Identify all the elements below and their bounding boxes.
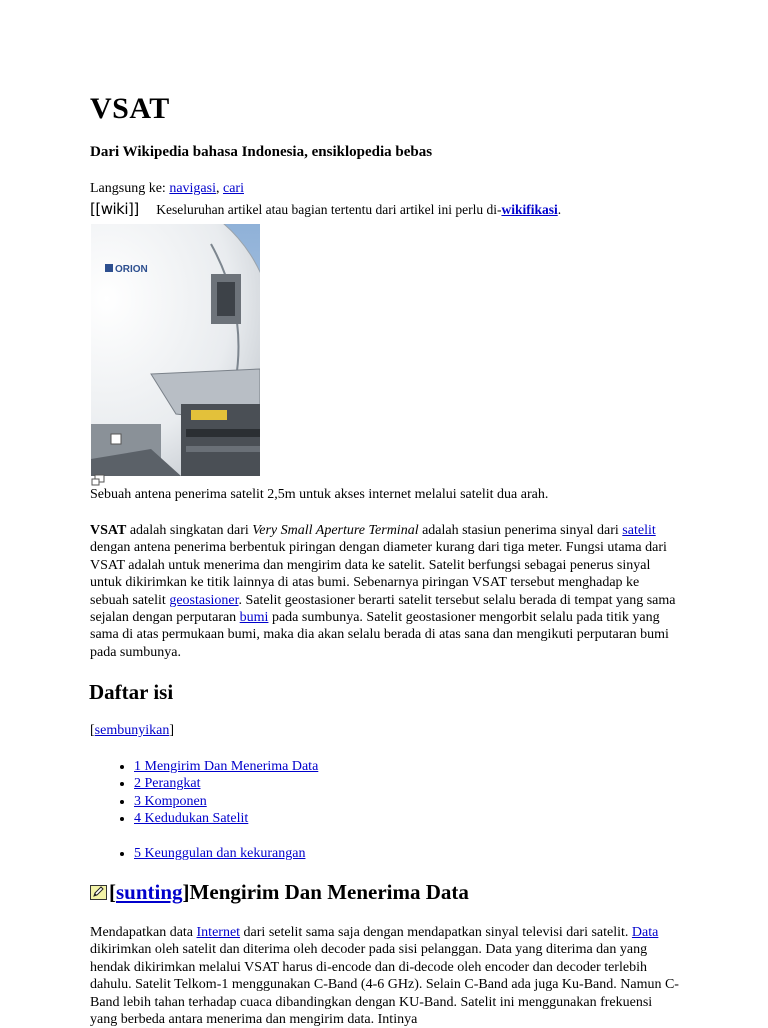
section-edit-link[interactable]: sunting — [116, 880, 183, 904]
toc-link-4[interactable]: 4 Kedudukan Satelit — [134, 811, 249, 827]
intro-text-5: pada sumbunya. Satelit geostasioner mengorbit selalu pada titik yang sama di atas permukaan bumi, maka dia akan selalu berada di atas sana dan mengikuti perputaran bumi pada sumbunya. — [90, 610, 669, 660]
orion-logo-icon — [105, 264, 113, 272]
intro-text-1: adalah singkatan dari — [126, 523, 253, 538]
search-link[interactable]: cari — [222, 181, 244, 196]
satellite-dish-photo[interactable] — [91, 224, 260, 476]
intro-text-3: dengan antena penerima berbentuk piringan dengan diameter kurang dari tiga meter. Fungsi utama dari VSAT adalah untuk menerima dan mengirim data ke satelit. Satelit berfungsi sebagai penerus sinyal untuk dikirimkan ke titik lainnya di atas bumi. Sebenarnya piringan VSAT tersebut menghadap ke sebuah satelit — [90, 540, 667, 608]
navigation-link[interactable]: navigasi — [169, 181, 216, 196]
data-link[interactable]: Data — [631, 925, 659, 940]
toc-title: Daftar isi — [89, 680, 174, 704]
image-caption: Sebuah antena penerima satelit 2,5m untuk akses internet melalui satelit dua arah. — [90, 487, 549, 502]
toc-bracket-close: ] — [169, 723, 174, 738]
toc-item — [134, 845, 305, 862]
section-text-3: dikirimkan oleh satelit dan diterima oleh decoder pada sisi pelanggan. Data yang diterima dan yang hendak dikirimkan melalui VSAT harus di-encode dan di-decode oleh encoder dan decoder terlebih dahulu. Satelit Telkom-1 menggunakan C-Band (4-6 GHz). Selain C-Band ada juga Ku-Band. Namun C-Band lebih tahan terhadap cuaca dibandingkan dengan KU-Band. Satelit ini menggunakan frekuensi yang berbeda antara menerima dan mengirim data. Intinya — [90, 942, 679, 1028]
satellite-dish-image — [91, 224, 260, 476]
toc-item — [134, 758, 318, 775]
wiki-logo: [[wiki]] — [90, 200, 139, 218]
toc-item — [134, 775, 318, 792]
section-bracket-close: ] — [182, 880, 190, 904]
bumi-link[interactable]: bumi — [239, 610, 269, 626]
toc-link-5[interactable]: 5 Keunggulan dan kekurangan — [134, 846, 306, 861]
orion-brand-text: ORION — [115, 264, 148, 275]
section-title: Mengirim Dan Menerima Data — [189, 880, 469, 904]
section-text-1: Mendapatkan data — [90, 925, 197, 940]
toc-bracket-open: [ — [90, 723, 95, 738]
enlarge-icon[interactable] — [91, 474, 105, 486]
page-title: VSAT — [90, 92, 170, 125]
toc-link-2[interactable]: 2 Perangkat — [134, 776, 201, 792]
wikify-notice-text: Keseluruhan artikel atau bagian tertentu dari artikel ini perlu di- — [156, 202, 502, 217]
intro-term: VSAT — [90, 523, 127, 538]
geostasioner-link[interactable]: geostasioner — [169, 592, 239, 608]
page-subtitle: Dari Wikipedia bahasa Indonesia, ensiklopedia bebas — [90, 144, 433, 160]
toc-link-1[interactable]: 1 Mengirim Dan Menerima Data — [134, 759, 319, 774]
intro-text-4: . Satelit geostasioner berarti satelit tersebut selalu berada di tempat yang sama sejalan dengan perputaran — [90, 592, 676, 626]
section-text-2: dari setelit sama saja dengan mendapatkan sinyal televisi dari satelit. — [240, 925, 632, 940]
toc-list — [90, 758, 318, 828]
jump-links — [90, 181, 244, 197]
intro-text-2: adalah stasiun penerima sinyal dari — [418, 523, 623, 538]
intro-paragraph — [90, 522, 680, 661]
wikify-link[interactable]: wikifikasi — [501, 202, 558, 217]
toc-link-3[interactable]: 3 Komponen — [134, 793, 207, 809]
toc-list-continued — [90, 845, 305, 862]
toc-item — [134, 810, 318, 827]
toc-hide-link[interactable]: sembunyikan — [94, 723, 170, 738]
internet-link[interactable]: Internet — [196, 925, 241, 940]
toc-item — [134, 793, 318, 810]
wikify-notice-end: . — [557, 202, 562, 217]
section-paragraph — [90, 924, 680, 1028]
section-bracket-open: [ — [109, 880, 116, 904]
edit-pencil-icon[interactable] — [90, 885, 107, 900]
satelit-link[interactable]: satelit — [622, 523, 656, 538]
section-heading — [90, 880, 469, 905]
intro-expansion: Very Small Aperture Terminal — [252, 523, 419, 538]
jump-prefix: Langsung ke: — [90, 181, 170, 196]
toc-toggle — [90, 723, 174, 739]
wikify-notice — [90, 200, 561, 219]
jump-separator: , — [215, 181, 223, 196]
